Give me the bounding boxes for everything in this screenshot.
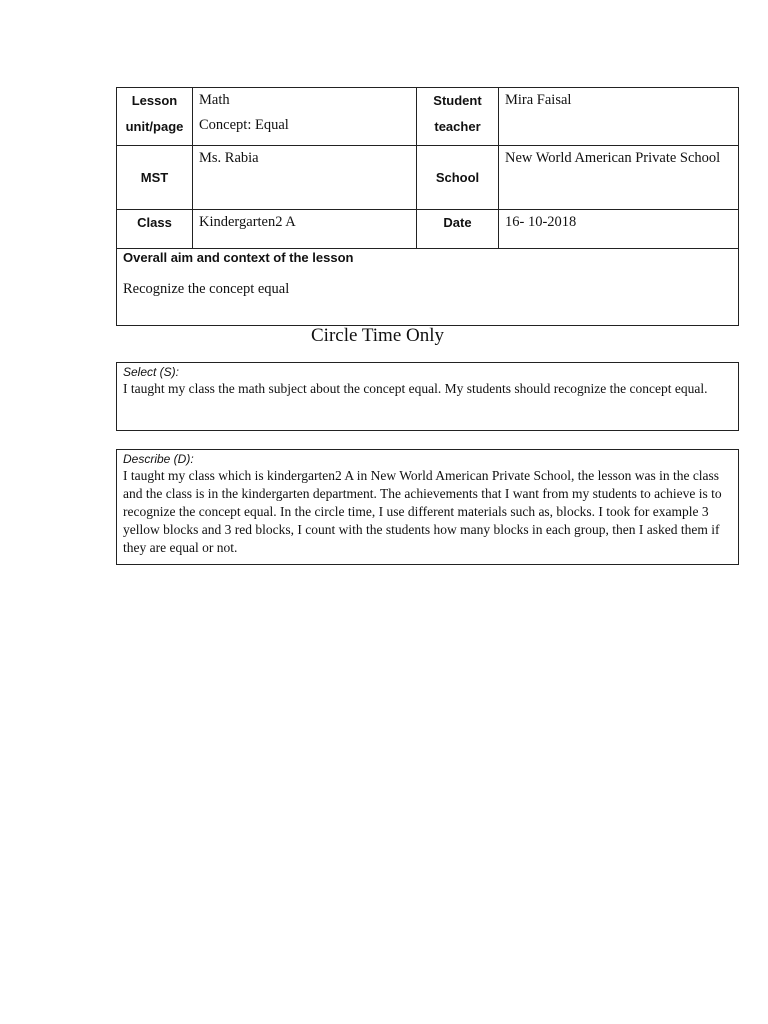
student-teacher-value: Mira Faisal <box>499 88 739 146</box>
date-label: Date <box>417 210 499 249</box>
lesson-subject: Math <box>199 92 230 108</box>
aim-label: Overall aim and context of the lesson <box>123 250 354 265</box>
date-value: 16- 10-2018 <box>499 210 739 249</box>
lesson-info-table <box>116 87 739 326</box>
lesson-unit-value <box>193 88 417 146</box>
describe-heading: Describe (D): <box>123 452 194 466</box>
aim-cell <box>117 249 739 326</box>
mst-label: MST <box>117 146 193 210</box>
select-box <box>116 362 739 431</box>
describe-text: I taught my class which is kindergarten2 A in New World American Private School, the lesson was in the class and the class is in the kindergarten department. The achievements that I want from my students to achieve is to recognize the concept equal. In the circle time, I use different materials such as, blocks. I took for example 3 yellow blocks and 3 red blocks, I count with the students how many blocks in each group, then I asked them if they are equal or not. <box>123 468 722 555</box>
aim-value: Recognize the concept equal <box>123 281 290 297</box>
table-row <box>117 88 739 146</box>
select-heading: Select (S): <box>123 365 180 379</box>
class-value: Kindergarten2 A <box>193 210 417 249</box>
circle-time-title: Circle Time Only <box>311 325 445 346</box>
lesson-unit-label: Lesson unit/page <box>117 88 193 146</box>
class-label: Class <box>117 210 193 249</box>
school-value: New World American Private School <box>499 146 739 210</box>
school-label: School <box>417 146 499 210</box>
select-text: I taught my class the math subject about the concept equal. My students should recognize the concept equal. <box>123 381 708 396</box>
table-row <box>117 210 739 249</box>
table-row <box>117 249 739 326</box>
describe-box <box>116 449 739 565</box>
mst-value: Ms. Rabia <box>193 146 417 210</box>
student-teacher-label: Student teacher <box>417 88 499 146</box>
lesson-concept: Concept: Equal <box>199 117 289 133</box>
table-row <box>117 146 739 210</box>
